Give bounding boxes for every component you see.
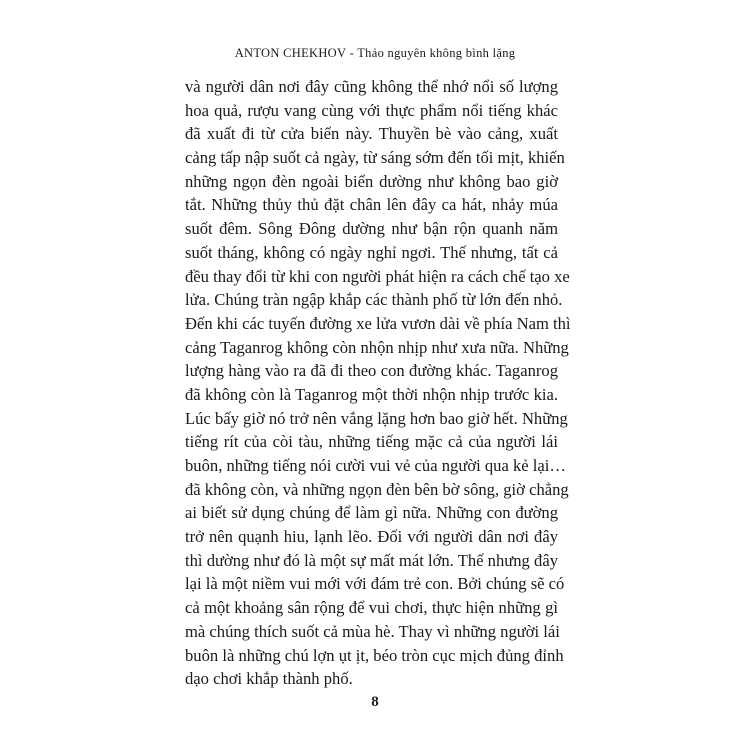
page-number: 8 [371,694,379,710]
text-line: dạo chơi khắp thành phố. [185,669,353,689]
text-line: ai biết sử dụng chúng để làm gì nữa. Những con đường [185,503,558,523]
text-line: những ngọn đèn ngoài biển dường như không bao giờ [185,171,558,191]
text-line: Lúc bấy giờ nó trở nên vắng lặng hơn bao giờ hết. Những [185,408,568,428]
text-line: lại là một niềm vui mới với đám trẻ con. Bởi chúng sẽ có [185,574,565,594]
text-line: trở nên quạnh hiu, lạnh lẽo. Đối với người dân nơi đây [185,527,558,547]
text-line: đã không còn, và những ngọn đèn bên bờ sông, giờ chẳng [185,479,569,499]
text-line: buôn, những tiếng nói cười vui vẻ của người qua kẻ lại… [185,456,566,475]
text-line: cảng Taganrog không còn nhộn nhịp như xưa nữa. Những [185,337,569,357]
header-title: Thảo nguyên không bình lặng [357,46,516,60]
text-line: buôn là những chú lợn ụt ịt, béo tròn cục mịch đủng đỉnh [185,645,564,665]
running-header [0,46,750,61]
text-line: lượng hàng vào ra đã đi theo con đường khác. Taganrog [185,361,558,381]
text-line: suốt đêm. Sông Đông dường như bận rộn quanh năm [185,219,558,239]
text-line: đã không còn là Taganrog một thời nhộn nhịp trước kia. [185,384,558,404]
header-author: ANTON CHEKHOV [234,46,347,60]
text-line: đã xuất đi từ cửa biển này. Thuyền bè vào cảng, xuất [185,124,558,144]
text-line: cả một khoảng sân rộng để vui chơi, thực hiện những gì [185,598,558,618]
text-line: mà chúng thích suốt cả mùa hè. Thay vì những người lái [185,621,560,641]
text-line: đều thay đổi từ khi con người phát hiện ra cách chế tạo xe [185,266,570,286]
text-line: và người dân nơi đây cũng không thể nhớ nổi số lượng [185,77,558,96]
text-line: hoa quả, rượu vang cùng với thực phẩm nổi tiếng khác [185,100,558,120]
text-line: suốt tháng, không có ngày nghỉ ngơi. Thế nhưng, tất cả [185,242,558,262]
text-line: Đến khi các tuyến đường xe lửa vươn dài về phía Nam thì [185,313,571,333]
body-text [185,75,571,691]
header-separator: - [349,46,355,60]
text-line: thì dường như đó là một sự mất mát lớn. Thế nhưng đây [185,550,558,570]
text-line: cảng tấp nập suốt cả ngày, từ sáng sớm đến tối mịt, khiến [185,148,565,168]
text-line: lửa. Chúng tràn ngập khắp các thành phố từ lớn đến nhỏ. [185,290,563,310]
text-line: tiếng rít của còi tàu, những tiếng mặc cả của người lái [185,432,558,452]
text-line: tắt. Những thủy thủ đặt chân lên đây ca hát, nhảy múa [185,195,558,215]
